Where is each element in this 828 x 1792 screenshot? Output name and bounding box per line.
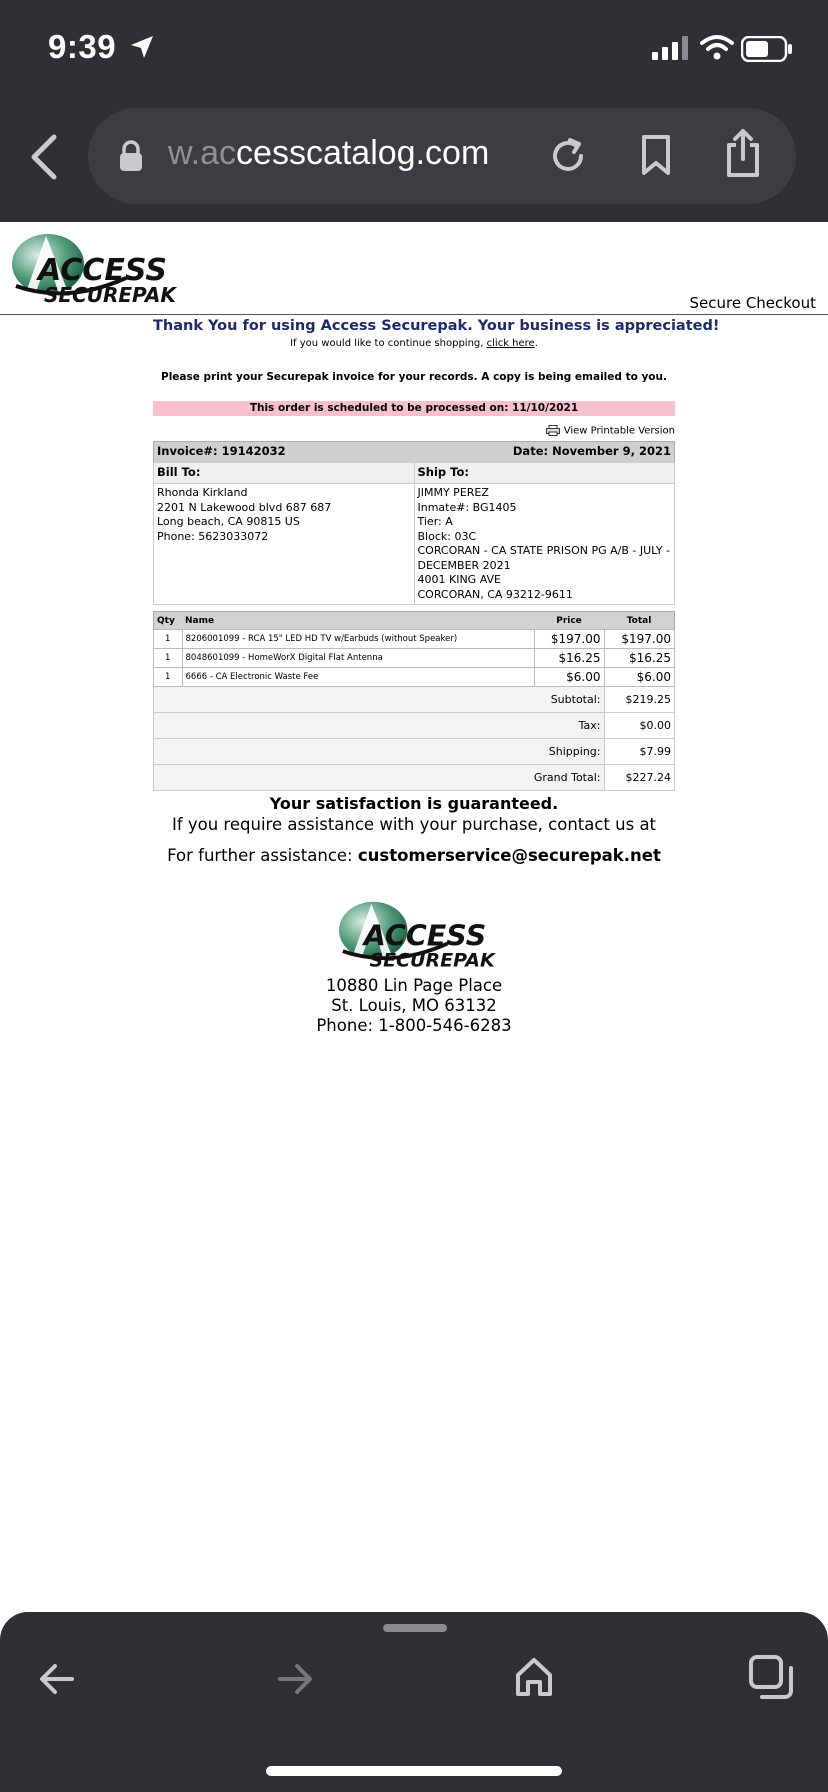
item-qty: 1 — [154, 649, 183, 668]
svg-text:ACCESS: ACCESS — [363, 919, 487, 953]
bill-to-line: 2201 N Lakewood blvd 687 687 — [157, 500, 332, 514]
click-here-link[interactable]: click here — [486, 338, 535, 349]
item-total: $16.25 — [604, 649, 675, 668]
guarantee-heading: Your satisfaction is guaranteed. — [269, 794, 559, 813]
item-name: 8048601099 - HomeWorX Digital Flat Antenna — [182, 649, 534, 668]
tabs-icon[interactable] — [748, 1654, 794, 1700]
battery-icon — [741, 36, 793, 62]
company-phone: Phone: 1-800-546-6283 — [316, 1016, 512, 1035]
printer-icon — [546, 425, 560, 436]
item-total: $6.00 — [604, 668, 675, 687]
further-assistance-line — [0, 846, 828, 865]
price-header: Price — [534, 612, 604, 630]
grand-total-label: Grand Total: — [154, 765, 605, 791]
subtotal-label: Subtotal: — [154, 687, 605, 713]
invoice-number: Invoice#: 19142032 — [154, 442, 415, 463]
invoice-header-row — [154, 442, 675, 463]
printable-version-link[interactable] — [153, 425, 675, 439]
url-text[interactable] — [168, 134, 489, 173]
reload-icon[interactable] — [548, 136, 588, 176]
ship-to-address — [414, 484, 675, 605]
secure-checkout-label: Secure Checkout — [689, 294, 816, 312]
further-assistance-label: For further assistance: — [167, 846, 353, 865]
tax-label: Tax: — [154, 713, 605, 739]
bill-to-label: Bill To: — [154, 463, 415, 484]
wifi-icon — [700, 34, 734, 60]
svg-text:SECUREPAK: SECUREPAK — [369, 949, 495, 972]
home-indicator[interactable] — [266, 1766, 562, 1776]
grand-total-row — [154, 765, 675, 791]
footer-logo — [333, 898, 499, 974]
shipping-value: $7.99 — [604, 739, 675, 765]
status-time: 9:39 — [48, 28, 117, 65]
svg-text:SECUREPAK: SECUREPAK — [44, 283, 176, 307]
items-header-row — [154, 612, 675, 630]
back-arrow-icon[interactable] — [38, 1660, 76, 1698]
item-price: $6.00 — [534, 668, 604, 687]
ship-to-line: JIMMY PEREZ — [417, 486, 489, 499]
ship-to-line: Block: 03C — [417, 529, 477, 543]
table-row — [154, 668, 675, 687]
lock-icon — [118, 140, 144, 172]
bookmark-icon[interactable] — [640, 134, 672, 176]
continue-suffix: . — [534, 338, 538, 349]
total-header: Total — [604, 612, 675, 630]
ship-to-line: Tier: A — [417, 515, 453, 528]
subtotal-row — [154, 687, 675, 713]
ship-to-line: 4001 KING AVE — [417, 573, 501, 586]
item-qty: 1 — [154, 668, 183, 687]
order-confirmation — [153, 318, 720, 791]
ship-to-label: Ship To: — [414, 463, 675, 484]
qty-header: Qty — [154, 612, 183, 630]
item-price: $16.25 — [534, 649, 604, 668]
table-row — [154, 649, 675, 668]
printable-version-label: View Printable Version — [563, 425, 675, 437]
toolbar-grabber[interactable] — [383, 1624, 447, 1632]
page-header — [0, 224, 828, 315]
forward-arrow-icon[interactable] — [276, 1660, 314, 1698]
cellular-signal-icon — [652, 36, 692, 60]
address-row — [154, 484, 675, 605]
continue-shopping-text — [153, 338, 675, 349]
grand-total-value: $227.24 — [604, 765, 675, 791]
company-address — [0, 976, 828, 1036]
item-total: $197.00 — [604, 630, 675, 649]
address-line-2: St. Louis, MO 63132 — [331, 996, 497, 1015]
bill-to-address — [154, 484, 415, 605]
continue-prefix: If you would like to continue shopping, — [290, 338, 484, 349]
ship-to-line: CORCORAN - CA STATE PRISON PG A/B - JULY - DECEMBER 2021 — [417, 544, 671, 572]
shipping-label: Shipping: — [154, 739, 605, 765]
invoice-date: Date: November 9, 2021 — [414, 442, 675, 463]
browser-bottom-toolbar — [0, 1612, 828, 1792]
item-price: $197.00 — [534, 630, 604, 649]
print-invoice-note: Please print your Securepak invoice for your records. A copy is being emailed to you. — [161, 371, 667, 383]
subtotal-value: $219.25 — [604, 687, 675, 713]
ship-to-line: Inmate#: BG1405 — [417, 500, 517, 514]
address-header-row — [154, 463, 675, 484]
url-prefix: w.ac — [168, 134, 237, 172]
table-row — [154, 630, 675, 649]
bill-to-line: Phone: 5623033072 — [157, 529, 269, 543]
customer-service-email[interactable]: customerservice@securepak.net — [357, 846, 661, 865]
order-items-table — [153, 611, 675, 791]
access-securepak-logo[interactable] — [8, 230, 178, 310]
item-name: 8206001099 - RCA 15" LED HD TV w/Earbuds (without Speaker) — [182, 630, 534, 649]
browser-back-chevron-icon[interactable] — [28, 134, 58, 180]
tax-value: $0.00 — [604, 713, 675, 739]
home-icon[interactable] — [514, 1656, 554, 1698]
bill-to-line: Long beach, CA 90815 US — [157, 515, 300, 528]
item-name: 6666 - CA Electronic Waste Fee — [182, 668, 534, 687]
item-qty: 1 — [154, 630, 183, 649]
bill-to-line: Rhonda Kirkland — [157, 486, 248, 499]
url-main: cesscatalog.com — [236, 134, 490, 172]
thank-you-message: Thank You for using Access Securepak. Your business is appreciated! — [153, 318, 720, 334]
address-line-1: 10880 Lin Page Place — [325, 976, 503, 995]
invoice-info-table — [153, 441, 675, 605]
share-icon[interactable] — [724, 128, 762, 178]
guarantee-section — [0, 794, 828, 865]
ship-to-line: CORCORAN, CA 93212-9611 — [417, 587, 573, 601]
name-header: Name — [182, 612, 534, 630]
svg-text:ACCESS: ACCESS — [38, 253, 167, 288]
shipping-row — [154, 739, 675, 765]
location-arrow-icon — [128, 33, 156, 61]
tax-row — [154, 713, 675, 739]
processing-schedule-banner: This order is scheduled to be processed on: 11/10/2021 — [153, 401, 675, 416]
assistance-text: If you require assistance with your purchase, contact us at — [171, 815, 657, 834]
